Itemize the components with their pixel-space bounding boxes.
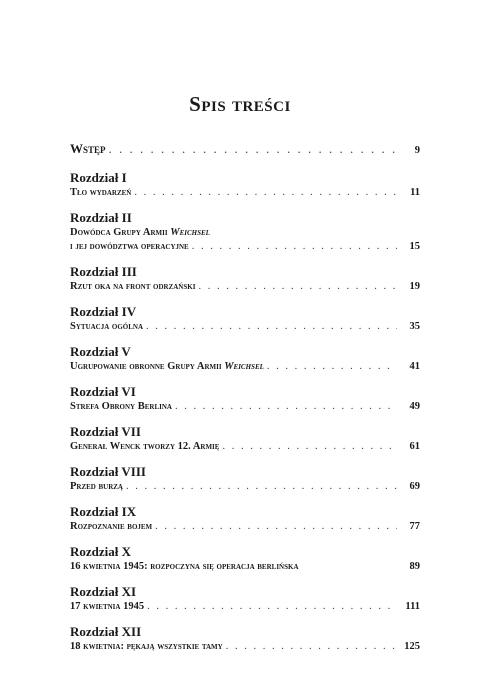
toc-entry-ch6 — [70, 384, 420, 414]
toc-entry-ch8 — [70, 464, 420, 494]
dot-leader — [126, 480, 397, 494]
dot-leader — [226, 640, 397, 654]
toc-entry-ch10 — [70, 544, 420, 574]
toc-entry-ch7 — [70, 424, 420, 454]
toc-title: Wstęp — [70, 141, 106, 156]
dot-leader — [155, 520, 397, 534]
toc-title: 16 kwietnia 1945: rozpoczyna się operacja berlińska — [70, 561, 299, 572]
toc-entry-ch5 — [70, 344, 420, 374]
toc-title: Rzut oka na front odrzański — [70, 281, 196, 292]
chapter-label: Rozdział V — [70, 344, 131, 359]
toc-title: Rozpoznanie bojem — [70, 521, 153, 532]
toc-title: 18 kwietnia: pękają wszystkie tamy — [70, 641, 223, 652]
toc-title-italic: Weichsel — [170, 227, 210, 238]
toc-title — [70, 360, 264, 374]
toc-page-number: 61 — [409, 441, 420, 452]
chapter-label: Rozdział X — [70, 544, 132, 559]
toc-page-number: 15 — [409, 241, 420, 252]
page-title: Spis treści — [189, 92, 291, 116]
chapter-label: Rozdział III — [70, 264, 137, 279]
chapter-label: Rozdział XI — [70, 584, 137, 599]
toc-title: Generał Wenck tworzy 12. Armię — [70, 441, 220, 452]
toc-page-number: 69 — [409, 481, 420, 492]
dot-leader — [147, 600, 397, 614]
toc-page-number: 77 — [409, 521, 420, 532]
toc-title: Przed burzą — [70, 481, 123, 492]
toc-title: Tło wydarzeń — [70, 187, 132, 198]
toc-title-italic: Weichsel — [224, 361, 264, 372]
chapter-label: Rozdział IX — [70, 504, 137, 519]
table-of-contents — [70, 140, 420, 664]
toc-page-number: 19 — [409, 281, 420, 292]
dot-leader — [222, 440, 397, 454]
chapter-label: Rozdział VI — [70, 384, 136, 399]
toc-page-number: 9 — [414, 145, 420, 156]
toc-page-number: 111 — [405, 601, 420, 612]
toc-title-part: i jej dowództwa operacyjne — [70, 241, 189, 252]
toc-title: Sytuacja ogólna — [70, 321, 144, 332]
toc-title: 17 kwietnia 1945 — [70, 601, 145, 612]
dot-leader — [134, 186, 397, 200]
toc-title-part: Ugrupowanie obronne Grupy Armii — [70, 361, 225, 372]
chapter-label: Rozdział II — [70, 210, 132, 225]
toc-page-number: 125 — [404, 641, 420, 652]
toc-page-number: 35 — [409, 321, 420, 332]
chapter-label: Rozdział VIII — [70, 464, 146, 479]
toc-entry-ch9 — [70, 504, 420, 534]
toc-title: Strefa Obrony Berlina — [70, 401, 172, 412]
dot-leader — [198, 280, 397, 294]
dot-leader — [109, 140, 397, 158]
toc-title-line — [70, 226, 420, 240]
toc-entry-ch1 — [70, 170, 420, 200]
chapter-label: Rozdział IV — [70, 304, 137, 319]
toc-page-number: 11 — [410, 187, 420, 198]
toc-entry-ch12 — [70, 624, 420, 654]
dot-leader — [175, 400, 397, 414]
toc-entry-ch3 — [70, 264, 420, 294]
chapter-label: Rozdział VII — [70, 424, 141, 439]
dot-leader — [146, 320, 397, 334]
chapter-label: Rozdział XII — [70, 624, 142, 639]
toc-entry-ch4 — [70, 304, 420, 334]
toc-page-number: 89 — [409, 561, 420, 572]
chapter-label: Rozdział I — [70, 170, 127, 185]
toc-entry-ch11 — [70, 584, 420, 614]
toc-page-number: 49 — [409, 401, 420, 412]
toc-page-number: 41 — [409, 361, 420, 372]
dot-leader — [267, 360, 397, 374]
toc-entry-intro — [70, 140, 420, 160]
toc-title-part: Dowódca Grupy Armii — [70, 227, 171, 238]
dot-leader — [192, 240, 397, 254]
toc-entry-ch2 — [70, 210, 420, 254]
